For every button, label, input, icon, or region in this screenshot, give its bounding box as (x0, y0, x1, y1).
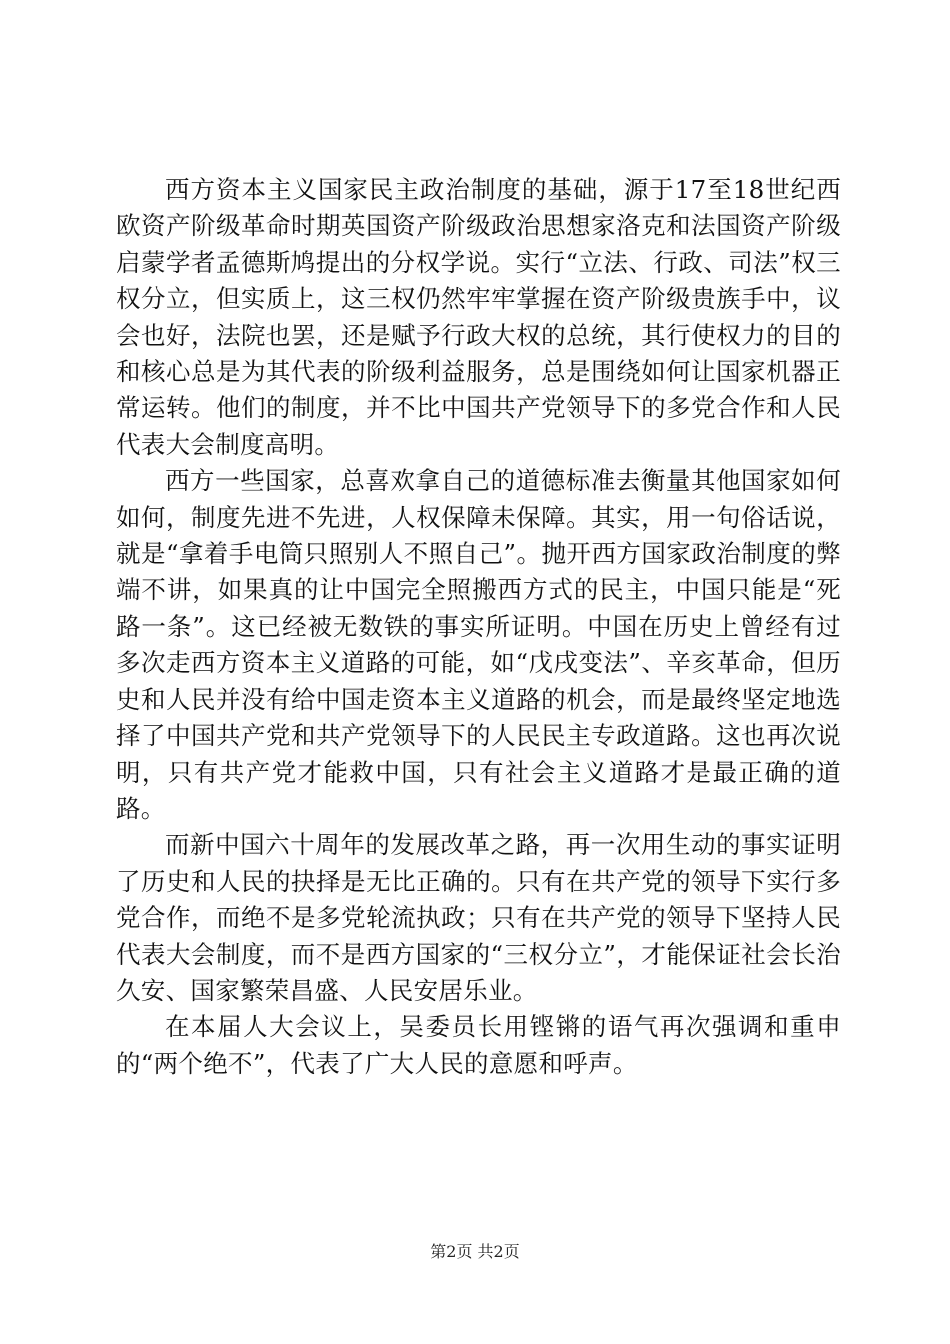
paragraph: 西方一些国家，总喜欢拿自己的道德标准去衡量其他国家如何如何，制度先进不先进，人权保障未保障。其实，用一句俗话说，就是“拿着手电筒只照别人不照自己”。抛开西方国家政治制度的弊端不讲，如果真的让中国完全照搬西方式的民主，中国只能是“死路一条”。这已经被无数铁的事实所证明。中国在历史上曾经有过多次走西方资本主义道路的可能，如“戊戌变法”、辛亥革命，但历史和人民并没有给中国走资本主义道路的机会，而是最终坚定地选择了中国共产党和共产党领导下的人民民主专政道路。这也再次说明，只有共产党才能救中国，只有社会主义道路才是最正确的道路。 (116, 466, 842, 823)
page-number-footer: 第2页 共2页 (430, 1242, 520, 1261)
paragraph: 在本届人大会议上，吴委员长用铿锵的语气再次强调和重申的“两个绝不”，代表了广大人民的意愿和呼声。 (116, 1012, 841, 1078)
paragraph: 西方资本主义国家民主政治制度的基础，源于17至18世纪西欧资产阶级革命时期英国资产阶级政治思想家洛克和法国资产阶级启蒙学者孟德斯鸠提出的分权学说。实行“立法、行政、司法”权三权分立，但实质上，这三权仍然牢牢掌握在资产阶级贵族手中，议会也好，法院也罢，还是赋予行政大权的总统，其行使权力的目的和核心总是为其代表的阶级利益服务，总是围绕如何让国家机器正常运转。他们的制度，并不比中国共产党领导下的多党合作和人民代表大会制度高明。 (116, 175, 841, 459)
paragraph: 而新中国六十周年的发展改革之路，再一次用生动的事实证明了历史和人民的抉择是无比正确的。只有在共产党的领导下实行多党合作，而绝不是多党轮流执政；只有在共产党的领导下坚持人民代表大会制度，而不是西方国家的“三权分立”，才能保证社会长治久安、国家繁荣昌盛、人民安居乐业。 (116, 830, 841, 1005)
document-body (116, 172, 841, 1082)
